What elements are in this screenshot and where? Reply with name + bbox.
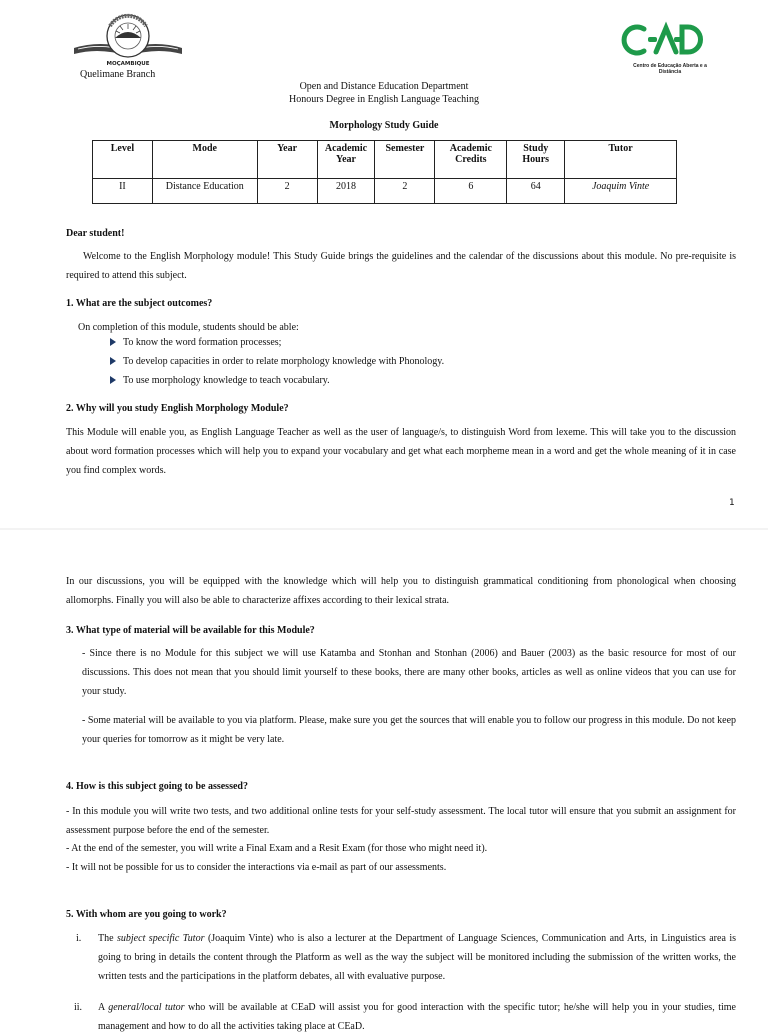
greeting: Dear student!	[66, 228, 125, 239]
table-header-cell: Level	[93, 141, 153, 179]
table-header-cell: Tutor	[565, 141, 677, 179]
table-row	[93, 179, 677, 204]
item-text: The	[98, 933, 118, 944]
list-item	[110, 336, 281, 349]
section-2-heading: 2. Why will you study English Morphology Module?	[66, 403, 289, 414]
table-header-cell: Academic Credits	[435, 141, 507, 179]
table-header-cell: Mode	[152, 141, 257, 179]
section-1-heading: 1. What are the subject outcomes?	[66, 298, 213, 309]
list-item-text: To use morphology knowledge to teach vocabulary.	[123, 375, 330, 386]
table-cell: Distance Education	[152, 179, 257, 204]
svg-text:MOÇAMBIQUE: MOÇAMBIQUE	[106, 61, 150, 67]
list-item	[110, 355, 444, 368]
table-cell: Joaquim Vinte	[565, 179, 677, 204]
list-item-text: To develop capacities in order to relate morphology knowledge with Phonology.	[123, 356, 445, 367]
department-title: Open and Distance Education Department	[299, 81, 469, 92]
cead-caption-2: Distância	[658, 69, 682, 75]
cead-caption-1: Centro de Educação Aberta e a	[633, 63, 707, 69]
section-5-item-i	[98, 929, 736, 986]
section-4-paragraph-3: - It will not be possible for us to consider the interactions via e-mail as part of our assessments.	[66, 862, 447, 873]
outcomes-intro: On completion of this module, students should be able:	[78, 322, 299, 333]
table-cell: 2	[257, 179, 317, 204]
table-header-cell: Semester	[375, 141, 435, 179]
section-5-heading: 5. With whom are you going to work?	[66, 909, 227, 920]
list-number: ii.	[74, 1002, 83, 1013]
section-4-paragraph-2: - At the end of the semester, you will write a Final Exam and a Resit Exam (for those who might need it).	[66, 843, 488, 854]
table-header-cell: Academic Year	[317, 141, 375, 179]
section-3-paragraph-2: - Some material will be available to you via platform. Please, make sure you get the sources that will enable you to follow our progress in this module. Do not keep your queries for tomorrow as it might be very late.	[82, 715, 737, 745]
triangle-bullet-icon	[110, 376, 116, 384]
welcome-paragraph: Welcome to the English Morphology module! This Study Guide brings the guidelines and the calendar of the discussions about this module. No pre-requisite is required to attend this subject.	[66, 251, 736, 281]
page2-intro-paragraph: In our discussions, you will be equipped with the knowledge which will help you to distinguish grammatical conditioning from phonological when choosing allomorphs. Finally you will also be able to characterize affixes according to their lexical strata.	[66, 576, 736, 606]
item-emphasis: general/local tutor	[108, 1002, 185, 1013]
table-header-row	[93, 141, 677, 179]
page-number: 1	[729, 498, 735, 508]
table-header-cell: Study Hours	[507, 141, 565, 179]
table-cell: 64	[507, 179, 565, 204]
course-info-table	[92, 140, 677, 204]
list-item	[110, 374, 330, 387]
section-2-paragraph: This Module will enable you, as English Language Teacher as well as the user of language/s, to distinguish Word from lexeme. This will take you to the discussion about word formation processes which will help you to expand your vocabulary and get what each morpheme mean in a word and get the whole meaning of it in case you find complex words.	[66, 427, 736, 476]
item-text: who will be available at CEaD will assist you for good interaction with the specific tutor; he/she will help you in your studies, time management and how to do all the activities taking place at CEaD.	[98, 1002, 736, 1032]
list-number: i.	[76, 933, 82, 944]
university-logo	[70, 12, 186, 68]
section-5-item-ii	[98, 998, 736, 1036]
triangle-bullet-icon	[110, 357, 116, 365]
table-cell: 2018	[317, 179, 375, 204]
page-divider	[0, 528, 768, 530]
document-title: Morphology Study Guide	[329, 120, 439, 131]
list-item-text: To know the word formation processes;	[123, 337, 282, 348]
item-emphasis: subject specific Tutor	[117, 933, 205, 944]
table-cell: 6	[435, 179, 507, 204]
cead-logo	[618, 20, 722, 76]
table-header-cell: Year	[257, 141, 317, 179]
section-3-paragraph-1: - Since there is no Module for this subject we will use Katamba and Stonhan and Stonhan (2006) and Bauer (2003) as the basic resource for most of our discussions. This does not mean that you should limit yourself to these books, there are many other books, articles as well as online videos that you can use for your study.	[82, 648, 736, 697]
table-cell: II	[93, 179, 153, 204]
item-text: A	[98, 1002, 109, 1013]
triangle-bullet-icon	[110, 338, 116, 346]
branch-label: Quelimane Branch	[80, 69, 156, 80]
section-3-heading: 3. What type of material will be available for this Module?	[66, 625, 315, 636]
degree-title: Honours Degree in English Language Teaching	[289, 94, 479, 105]
item-text: (Joaquim Vinte) who is also a lecturer at the Department of Language Sciences, Communication and Arts, in Linguistics area is going to bring in details the content through the Platform as well as the way the subject will be monitored including the submission of the written works, the written tests and the participations in the platform debates, all with evaluative purpose.	[98, 933, 737, 982]
table-cell: 2	[375, 179, 435, 204]
section-4-heading: 4. How is this subject going to be assessed?	[66, 781, 248, 792]
section-4-paragraph-1: - In this module you will write two tests, and two additional online tests for your self-study assessment. The local tutor will ensure that you submit an assignment for assessment purpose before the end of the semester.	[66, 806, 736, 836]
